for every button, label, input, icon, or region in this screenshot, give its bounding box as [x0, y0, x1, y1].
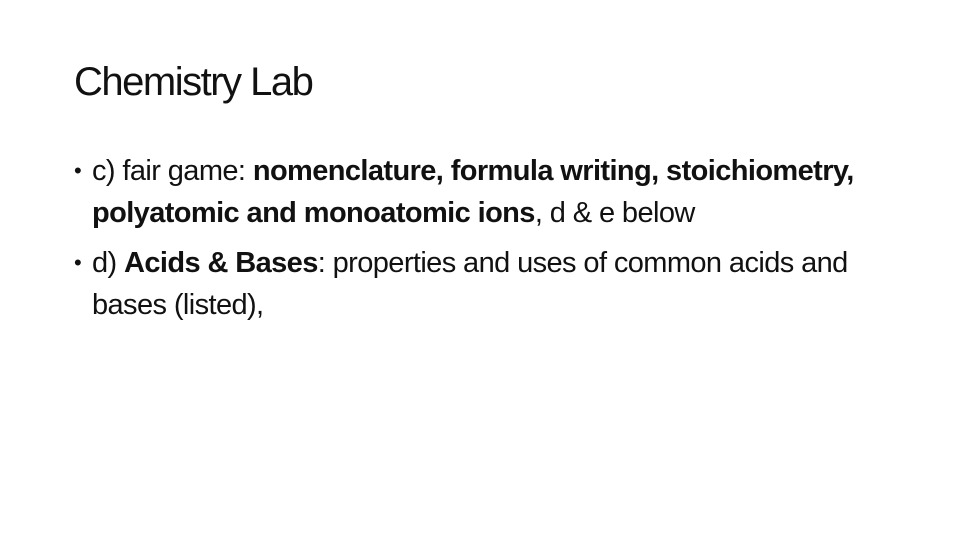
bullet-item-c [74, 150, 914, 234]
bullet-mark: • [74, 158, 82, 183]
bullet-item-d [74, 242, 914, 326]
bullet-c-prefix: c) fair game: [92, 155, 253, 187]
bullet-d-bold-topic: Acids & Bases [124, 247, 318, 279]
bullet-list [74, 150, 914, 326]
slide-title: Chemistry Lab [74, 60, 313, 104]
bullet-d-prefix: d) [92, 247, 125, 279]
bullet-d-suffix: : properties and uses of common acids and bases (listed), [92, 247, 848, 321]
bullet-c-suffix: , d & e below [534, 197, 695, 229]
bullet-c-bold-topics: nomenclature, formula writing, stoichiometry, polyatomic and monoatomic ions [92, 155, 854, 229]
bullet-mark: • [74, 250, 82, 275]
